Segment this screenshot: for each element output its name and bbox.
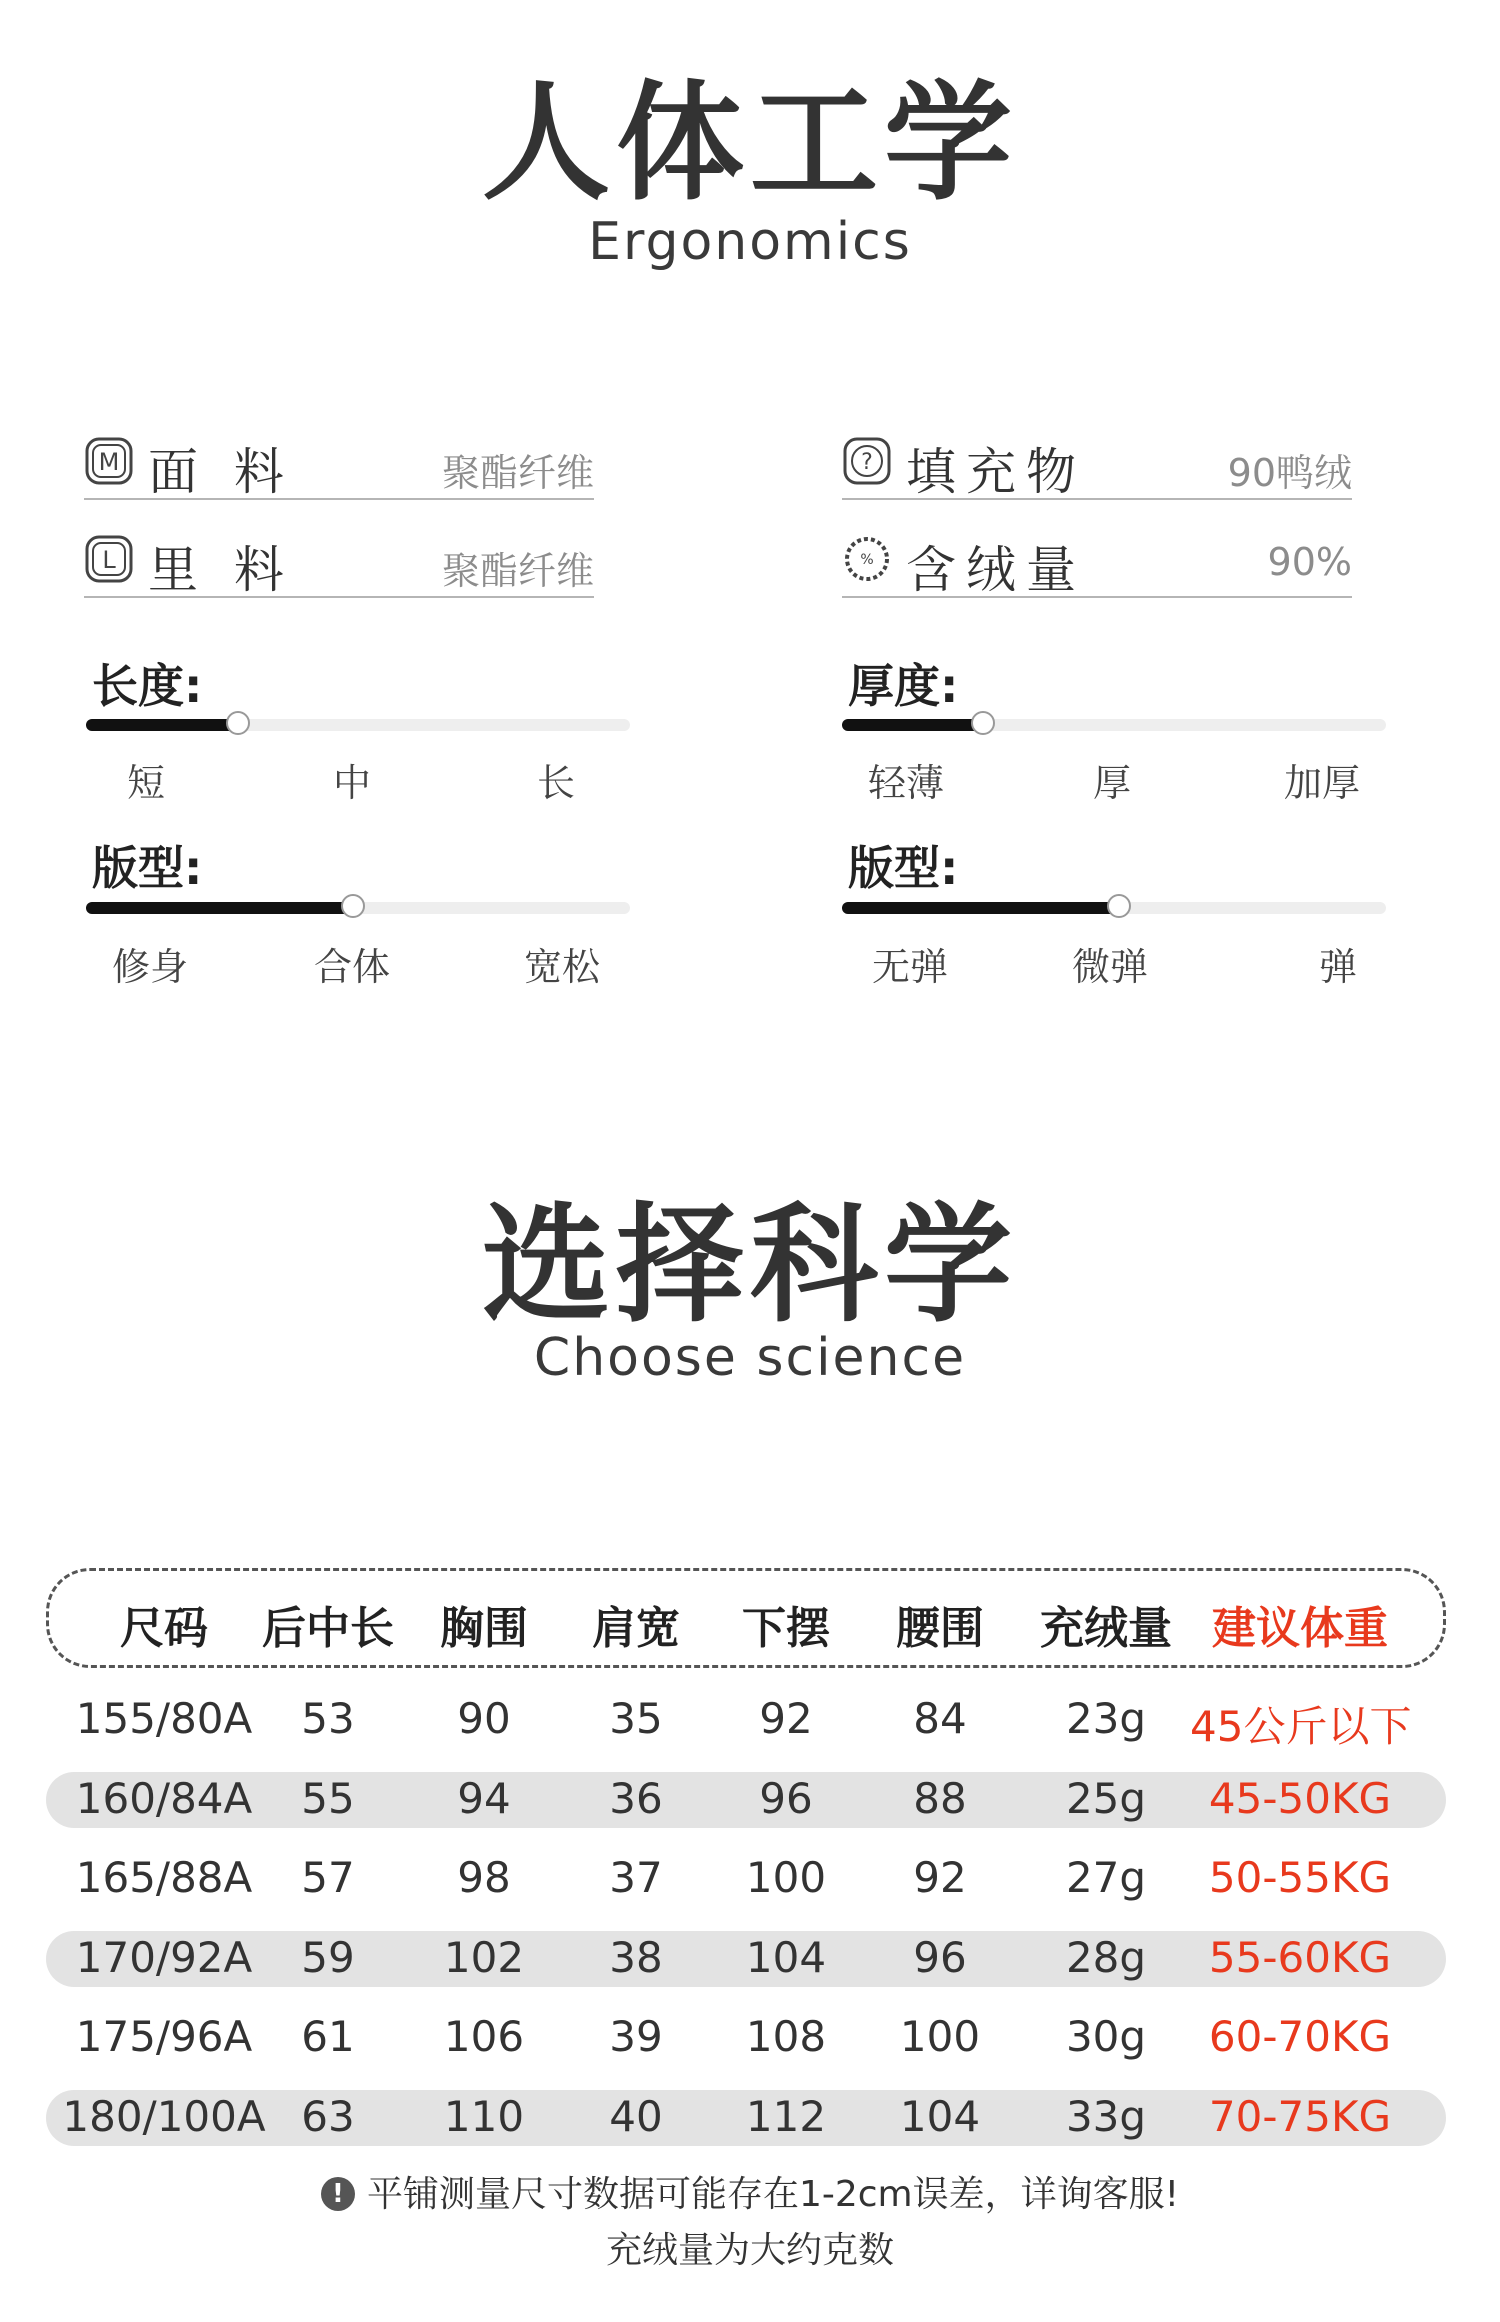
spec-filling [842, 428, 1352, 500]
table-cell: 70-75KG [1208, 2092, 1392, 2141]
size-cell: 175/96A [75, 2012, 253, 2061]
table-cell: 53 [301, 1694, 355, 1743]
table-cell: 55-60KG [1208, 1933, 1392, 1982]
table-cell: 112 [745, 2092, 827, 2141]
slider-tick: 厚 [1092, 761, 1131, 805]
table-cell: 59 [301, 1933, 355, 1982]
table-cell: 23g [1065, 1694, 1147, 1743]
spec-label: 填充物 [906, 443, 1086, 501]
table-cell: 36 [609, 1774, 663, 1823]
table-cell: 90 [457, 1694, 511, 1743]
table-cell: 63 [301, 2092, 355, 2141]
m-badge-icon [84, 436, 134, 486]
svg-text:L: L [102, 546, 116, 574]
table-cell: 33g [1065, 2092, 1147, 2141]
slider-stretch [842, 902, 1386, 914]
svg-text:M: M [98, 448, 120, 476]
table-cell: 55 [301, 1774, 355, 1823]
table-cell: 57 [301, 1853, 355, 1902]
table-cell: 102 [443, 1933, 525, 1982]
slider-fill [842, 902, 1119, 914]
table-cell: 108 [745, 2012, 827, 2061]
slider-tick: 无弹 [871, 945, 948, 989]
table-cell: 98 [457, 1853, 511, 1902]
slider-tick: 合体 [313, 945, 390, 989]
table-cell: 84 [913, 1694, 967, 1743]
percent-gauge-icon [842, 534, 892, 584]
slider-knob [341, 894, 365, 918]
table-cell: 96 [759, 1774, 813, 1823]
slider-tick: 宽松 [523, 945, 600, 989]
slider-knob [1107, 894, 1131, 918]
slider-tick: 加厚 [1283, 761, 1360, 805]
slider-tick: 微弹 [1071, 945, 1148, 989]
table-cell: 50-55KG [1208, 1853, 1392, 1902]
section-title-science: 选择科学 [481, 1191, 1018, 1340]
svg-text:%: % [860, 552, 874, 568]
section-subtitle-science: Choose science [533, 1328, 967, 1388]
table-header-cell: 建议体重 [1212, 1603, 1388, 1654]
slider-tick: 弹 [1318, 945, 1357, 989]
slider-fill [842, 719, 983, 731]
table-cell: 92 [913, 1853, 967, 1902]
table-cell: 28g [1065, 1933, 1147, 1982]
slider-knob [971, 711, 995, 735]
table-cell: 94 [457, 1774, 511, 1823]
size-cell: 170/92A [75, 1933, 253, 1982]
spec-down-content [842, 526, 1352, 598]
table-cell: 60-70KG [1208, 2012, 1392, 2061]
table-cell: 37 [609, 1853, 663, 1902]
size-cell: 180/100A [62, 2092, 266, 2141]
slider-length [86, 719, 630, 731]
slider-tick: 短 [126, 761, 165, 805]
slider-label-fit: 版型: [92, 841, 203, 895]
l-badge-icon [84, 534, 134, 584]
table-cell: 40 [609, 2092, 663, 2141]
table-header-cell: 尺码 [120, 1603, 208, 1654]
spec-fabric [84, 428, 594, 500]
table-cell: 61 [301, 2012, 355, 2061]
table-cell: 30g [1065, 2012, 1147, 2061]
slider-fill [86, 902, 353, 914]
slider-label-stretch: 版型: [848, 841, 959, 895]
slider-tick: 修身 [111, 945, 188, 989]
table-cell: 35 [609, 1694, 663, 1743]
slider-knob [226, 711, 250, 735]
table-cell: 39 [609, 2012, 663, 2061]
spec-label: 里 料 [148, 541, 294, 599]
slider-label-thickness: 厚度: [848, 659, 959, 713]
table-cell: 104 [899, 2092, 981, 2141]
size-cell: 160/84A [75, 1774, 253, 1823]
spec-value: 聚酯纤维 [441, 451, 594, 495]
table-cell: 96 [913, 1933, 967, 1982]
spec-lining [84, 526, 594, 598]
slider-thickness [842, 719, 1386, 731]
table-header-cell: 胸围 [440, 1603, 528, 1654]
table-cell: 92 [759, 1694, 813, 1743]
slider-tick: 中 [332, 761, 371, 805]
table-header-cell: 下摆 [742, 1603, 830, 1654]
table-cell: 27g [1065, 1853, 1147, 1902]
table-cell: 38 [609, 1933, 663, 1982]
spec-value: 90鸭绒 [1227, 451, 1352, 495]
spec-value: 聚酯纤维 [441, 549, 594, 593]
size-cell: 165/88A [75, 1853, 253, 1902]
table-cell: 104 [745, 1933, 827, 1982]
table-header-cell: 充绒量 [1040, 1603, 1172, 1654]
slider-tick: 长 [536, 761, 575, 805]
table-cell: 100 [745, 1853, 827, 1902]
table-cell: 106 [443, 2012, 525, 2061]
size-cell: 155/80A [75, 1694, 253, 1743]
section-subtitle-ergonomics: Ergonomics [588, 212, 912, 272]
table-header-cell: 腰围 [896, 1603, 984, 1654]
section-title-ergonomics: 人体工学 [481, 69, 1018, 218]
svg-text:?: ? [861, 450, 873, 475]
spec-value: 90% [1267, 540, 1352, 584]
disclaimer-note [0, 2166, 1500, 2217]
slider-label-length: 长度: [92, 659, 203, 713]
table-header-cell: 肩宽 [592, 1603, 680, 1654]
exclamation-circle-icon: ! [321, 2177, 355, 2211]
table-cell: 45-50KG [1208, 1774, 1392, 1823]
slider-fit [86, 902, 630, 914]
table-cell: 100 [899, 2012, 981, 2061]
down-weight-note: 充绒量为大约克数 [605, 2230, 894, 2271]
slider-tick: 轻薄 [867, 761, 944, 805]
table-header-cell: 后中长 [262, 1603, 394, 1654]
question-badge-icon [842, 436, 892, 486]
table-cell: 110 [443, 2092, 525, 2141]
table-cell: 45公斤以下 [1190, 1702, 1412, 1751]
table-cell: 25g [1065, 1774, 1147, 1823]
spec-label: 面 料 [148, 443, 294, 501]
disclaimer-text: 平铺测量尺寸数据可能存在1-2cm误差，详询客服! [366, 2174, 1180, 2215]
spec-label: 含绒量 [906, 541, 1086, 599]
slider-fill [86, 719, 238, 731]
table-cell: 88 [913, 1774, 967, 1823]
